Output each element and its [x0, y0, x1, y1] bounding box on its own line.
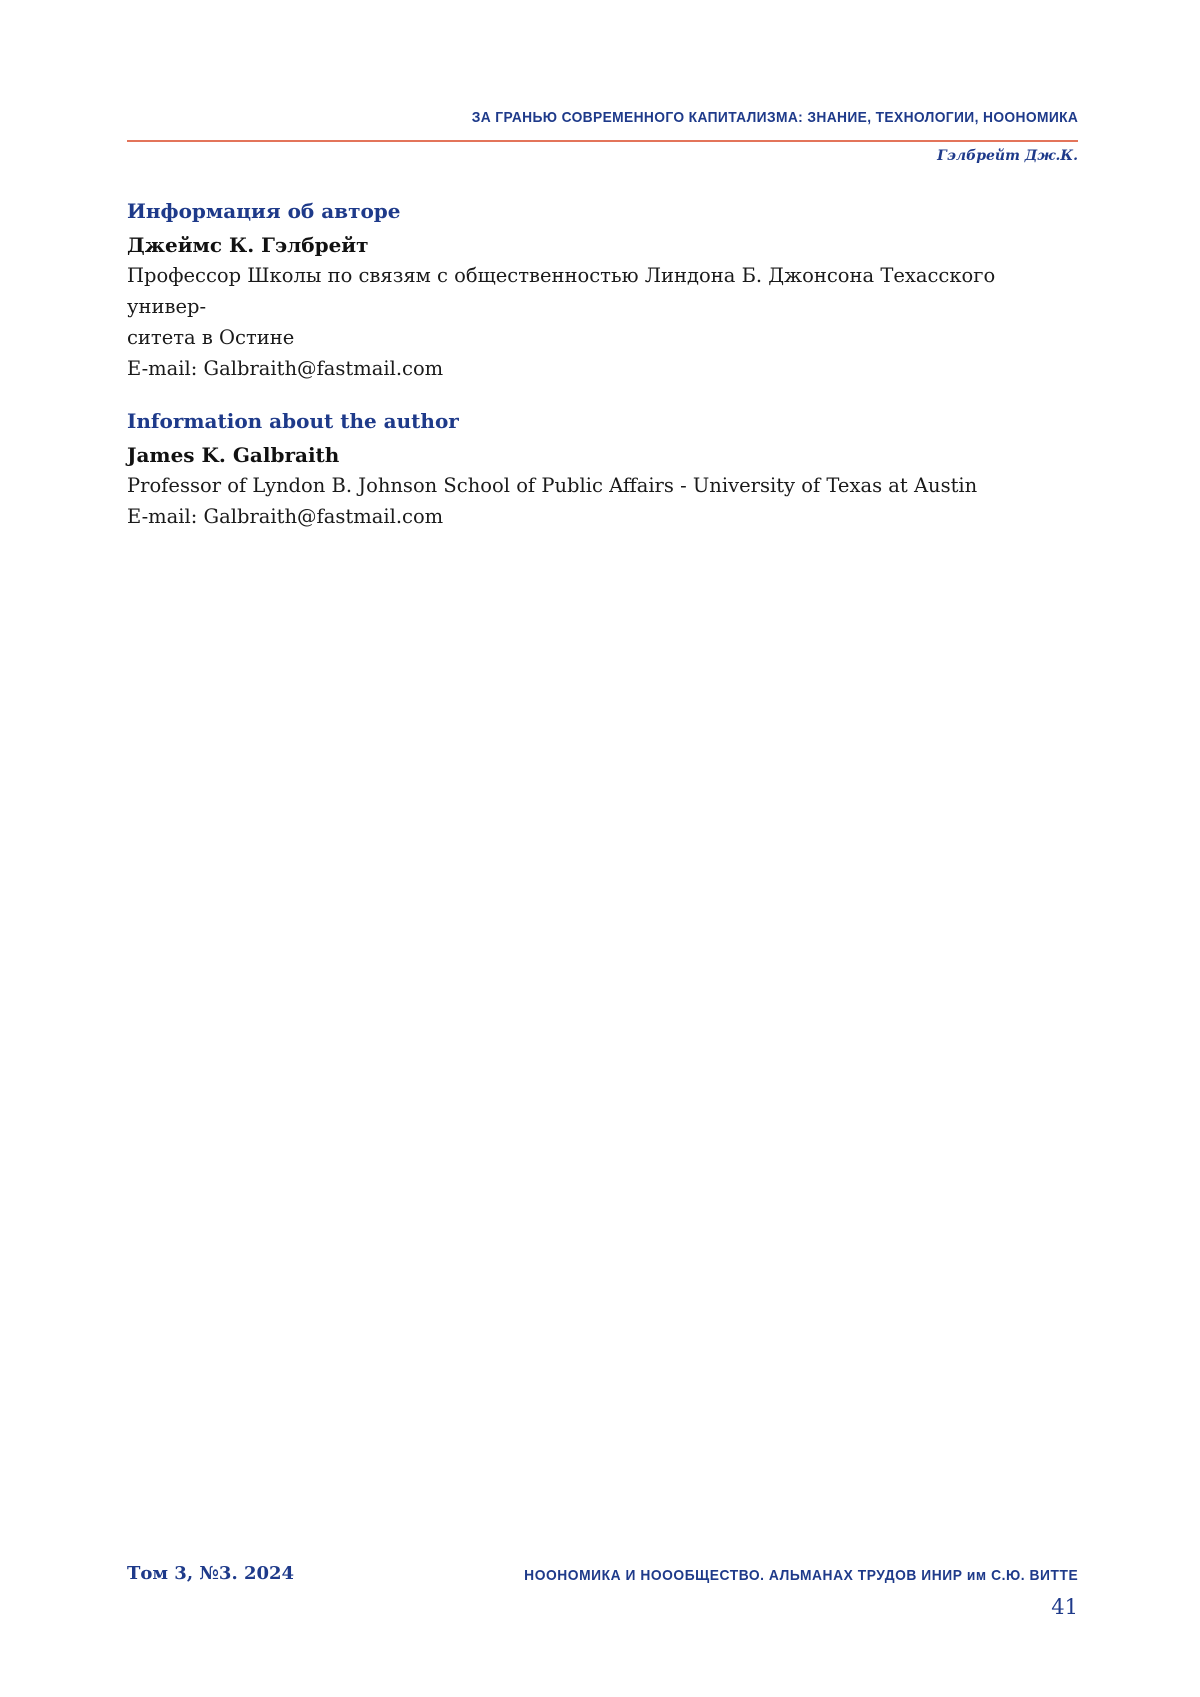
running-author: Гэлбрейт Дж.К. — [937, 148, 1078, 164]
section-heading: Информация об авторе — [127, 199, 401, 223]
author-info-en — [127, 406, 1078, 532]
author-affiliation-line: ситета в Остине — [127, 326, 295, 349]
issue-info: Том 3, №3. 2024 — [127, 1563, 295, 1584]
author-info-ru — [127, 196, 1078, 384]
author-name: Джеймс К. Гэлбрейт — [127, 233, 369, 257]
header-divider — [127, 140, 1078, 142]
author-info-content — [127, 196, 1078, 554]
journal-section-title: ЗА ГРАНЬЮ СОВРЕМЕННОГО КАПИТАЛИЗМА: ЗНАНИЕ, ТЕХНОЛОГИИ, НООНОМИКА — [471, 109, 1078, 126]
page-number: 41 — [1051, 1595, 1078, 1619]
section-heading: Information about the author — [127, 409, 459, 433]
author-name: James K. Galbraith — [127, 443, 340, 467]
author-email: E-mail: Galbraith@fastmail.com — [127, 357, 444, 380]
journal-name: НООНОМИКА И НОООБЩЕСТВО. АЛЬМАНАХ ТРУДОВ ИНИР им С.Ю. ВИТТЕ — [523, 1567, 1078, 1584]
author-affiliation-line: Профессор Школы по связям с общественностью Линдона Б. Джонсона Техасского универ- — [127, 264, 996, 318]
author-email: E-mail: Galbraith@fastmail.com — [127, 505, 444, 528]
author-affiliation-line: Professor of Lyndon B. Johnson School of Public Affairs - University of Texas at Austin — [127, 474, 978, 497]
